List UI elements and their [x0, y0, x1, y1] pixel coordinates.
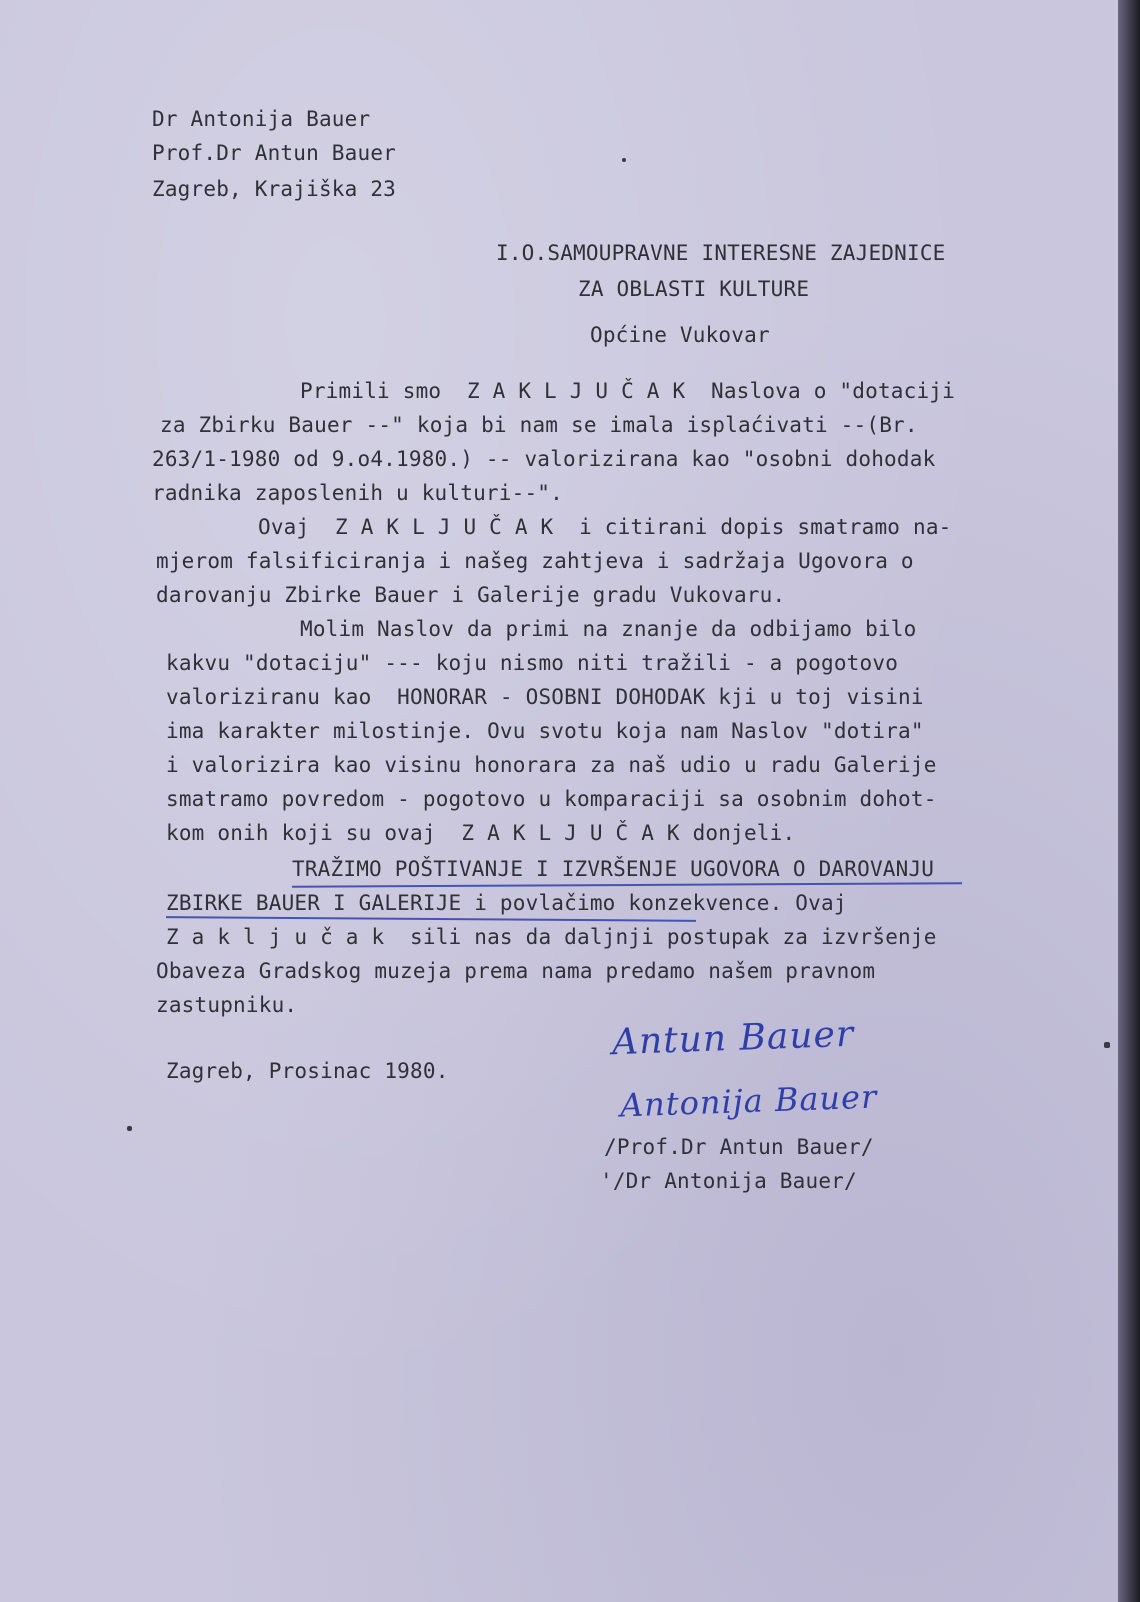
handwritten-underline — [166, 916, 696, 922]
typed-signature-2: '/Dr Antonija Bauer/ — [600, 1169, 857, 1193]
body-line: kom onih koji su ovaj Z A K L J U Č A K donjeli. — [166, 821, 796, 845]
body-line: smatramo povredom - pogotovo u komparaciji sa osobnim dohot- — [166, 787, 937, 811]
body-line: valoriziranu kao HONORAR - OSOBNI DOHODAK kji u toj visini — [166, 685, 924, 709]
body-line: darovanju Zbirke Bauer i Galerije gradu Vukovaru. — [156, 583, 786, 607]
ink-dot — [1104, 1042, 1110, 1048]
body-line: Primili smo Z A K L J U Č A K Naslova o "dotaciji — [300, 379, 955, 403]
body-line: zastupniku. — [156, 993, 298, 1017]
body-line: i valorizira kao visinu honorara za naš udio u radu Galerije — [166, 753, 937, 777]
ink-dot — [127, 1126, 132, 1131]
handwritten-underline — [292, 882, 962, 888]
body-line: ima karakter milostinje. Ovu svotu koja nam Naslov "dotira" — [166, 719, 924, 743]
sender-line-1: Dr Antonija Bauer — [152, 107, 371, 131]
handwritten-signature: Antonija Bauer — [619, 1077, 878, 1125]
body-line: 263/1-1980 od 9.o4.1980.) -- valorizirana kao "osobni dohodak — [152, 447, 936, 471]
body-line: radnika zaposlenih u kulturi--". — [152, 481, 563, 505]
body-line: Obaveza Gradskog muzeja prema nama predamo našem pravnom — [156, 959, 876, 983]
page-edge-shadow — [1118, 0, 1140, 1602]
body-line: Ovaj Z A K L J U Č A K i citirani dopis smatramo na- — [258, 515, 952, 539]
ink-dot — [622, 158, 626, 162]
place-date: Zagreb, Prosinac 1980. — [166, 1059, 449, 1083]
recipient-line-2: ZA OBLASTI KULTURE — [578, 277, 810, 301]
body-line: ZBIRKE BAUER I GALERIJE i povlačimo konzekvence. Ovaj — [166, 891, 847, 915]
body-line: za Zbirku Bauer --" koja bi nam se imala isplaćivati --(Br. — [160, 413, 918, 437]
sender-line-3: Zagreb, Krajiška 23 — [152, 177, 397, 201]
recipient-line-1: I.O.SAMOUPRAVNE INTERESNE ZAJEDNICE — [496, 241, 946, 265]
recipient-line-3: Općine Vukovar — [590, 323, 770, 347]
sender-line-2: Prof.Dr Antun Bauer — [152, 141, 397, 165]
body-line: kakvu "dotaciju" --- koju nismo niti tražili - a pogotovo — [166, 651, 899, 675]
handwritten-signature: Antun Bauer — [611, 1013, 855, 1064]
body-line: Molim Naslov da primi na znanje da odbijamo bilo — [300, 617, 917, 641]
body-line: Z a k l j u č a k sili nas da daljnji postupak za izvršenje — [166, 925, 937, 949]
body-line: TRAŽIMO POŠTIVANJE I IZVRŠENJE UGOVORA O DAROVANJU — [292, 857, 935, 881]
typed-signature-1: /Prof.Dr Antun Bauer/ — [604, 1135, 874, 1159]
body-line: mjerom falsificiranja i našeg zahtjeva i sadržaja Ugovora o — [156, 549, 914, 573]
